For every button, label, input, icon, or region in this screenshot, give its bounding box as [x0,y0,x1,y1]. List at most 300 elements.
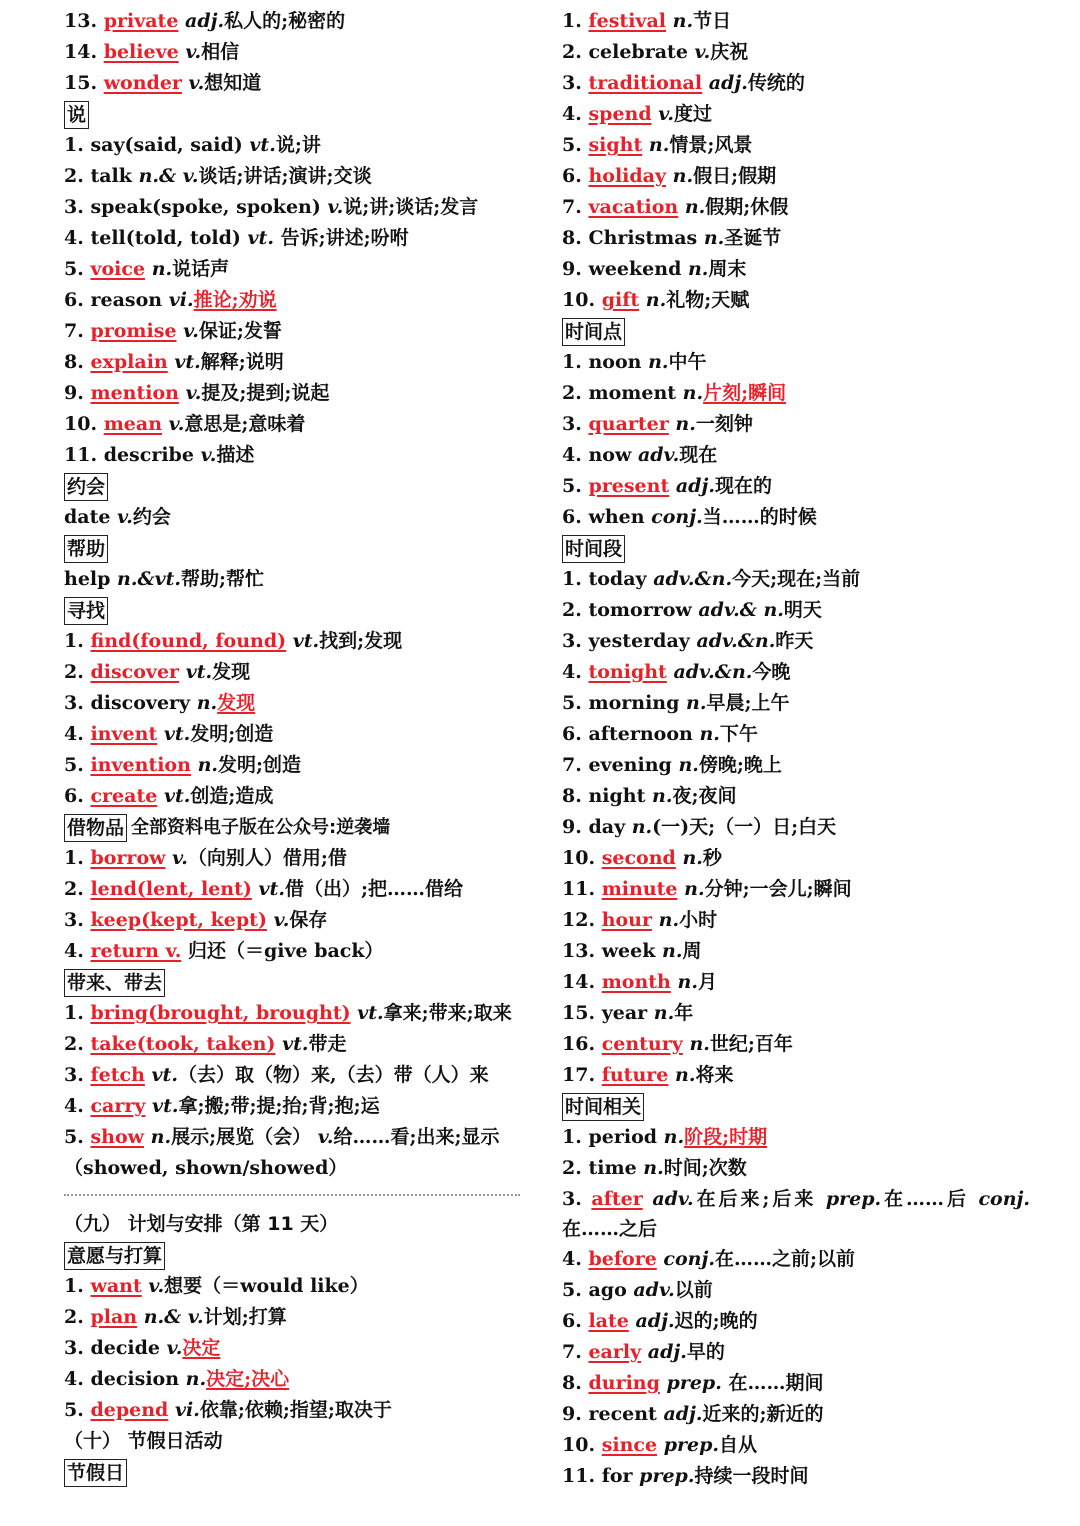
vocab-entry [64,161,524,192]
entry-number: 15. [562,1002,596,1024]
answer-definition: 发现 [217,692,256,714]
vocab-entry [562,161,1030,192]
keyword: second [601,847,676,869]
entry-number: 2. [64,878,84,900]
entry-number: 2. [64,1306,84,1328]
entry-number: 1. [64,630,84,652]
vocab-entry [64,874,524,905]
entry-number: 3. [64,909,84,931]
entry-number: 9. [64,382,84,404]
entry-number: 9. [562,1403,582,1425]
vocab-entry [562,1275,1030,1306]
definition: 意思是;意味着 [184,413,306,435]
part-of-speech: v. [273,909,290,931]
keyword: tonight [588,661,667,683]
entry-number: 7. [562,196,582,218]
part-of-speech: n. [197,754,218,776]
part-of-speech: vt. [357,1002,384,1024]
entry-number: 10. [562,289,596,311]
keyword: show [90,1126,145,1148]
vocab-entry [562,1029,1030,1060]
vocab-entry [64,688,524,719]
vocab-entry [562,750,1030,781]
category-header-label: 说 [64,101,89,129]
word: tomorrow [588,599,692,621]
definition: 度过 [674,103,713,125]
part-of-speech: n. [185,1368,207,1390]
category-header-label: 时间点 [562,318,625,346]
category-header [562,1091,1030,1122]
vocab-entry [64,626,524,657]
definition: 在……期间 [721,1372,824,1394]
entry-number: 1. [64,1275,84,1297]
entry-number: 11. [562,878,596,900]
part-of-speech: n. [658,909,680,931]
part-of-speech: n. [687,258,709,280]
part-of-speech: v. [183,320,199,342]
word: say(said, said) [90,134,243,156]
keyword: sight [588,134,643,156]
word: noon [588,351,642,373]
category-header-label: 时间段 [562,535,625,563]
part-of-speech: n. [682,847,703,869]
definition: 时间;次数 [663,1157,747,1179]
keyword: century [601,1033,683,1055]
word: moment [588,382,677,404]
keyword: create [90,785,158,807]
entry-number: 14. [64,41,98,63]
vocab-entry [64,223,524,254]
vocab-entry [64,905,524,936]
category-header [562,533,1030,564]
entry-number: 4. [562,661,582,683]
definition: 相信 [201,41,240,63]
keyword: month [601,971,671,993]
keyword: bring(brought, brought) [90,1002,351,1024]
entry-number: 1. [562,351,582,373]
part-of-speech: v. [172,847,188,869]
entry-number: 6. [562,1310,582,1332]
definition: 想要（＝would like） [164,1275,369,1297]
word: evening [588,754,672,776]
category-header-label: 帮助 [64,535,108,563]
vocab-entry [562,967,1030,998]
part-of-speech: vt. [292,630,320,652]
definition: 昨天 [775,630,814,652]
vocab-entry [562,440,1030,471]
keyword: invent [90,723,158,745]
entry-number: 3. [562,1188,582,1210]
section-title [64,1209,524,1240]
word: period [588,1126,658,1148]
category-header [64,812,524,843]
part-of-speech: adv.&n. [653,568,733,590]
keyword: lend(lent, lent) [90,878,252,900]
entry-number: 2. [562,1157,582,1179]
vocab-entry [64,347,524,378]
word: week [601,940,656,962]
vocab-entry [64,1271,524,1302]
part-of-speech: v. [148,1275,165,1297]
definition: 自从 [719,1434,758,1456]
keyword: early [588,1341,642,1363]
word: now [588,444,632,466]
vocab-entry [562,68,1030,99]
part-of-speech: vt. [258,878,285,900]
definition: 说话声 [172,258,230,280]
vocab-entry [562,1122,1030,1153]
entry-number: 6. [562,165,582,187]
part-of-speech: adj. [708,72,748,94]
definition: 傍晚;晚上 [698,754,782,776]
definition: 节日 [693,10,732,32]
category-header-label: 带来、带去 [64,969,165,997]
keyword: find(found, found) [90,630,287,652]
word: day [588,816,626,838]
entry-number: 8. [562,227,582,249]
keyword: vacation [588,196,679,218]
entry-number: 8. [562,1372,582,1394]
vocab-entry [64,130,524,161]
definition: 私人的;秘密的 [224,10,346,32]
part-of-speech: n. [196,692,218,714]
part-of-speech: vt. [247,227,274,249]
answer-definition: 推论;劝说 [193,289,277,311]
definition: 年 [674,1002,694,1024]
part-of-speech: prep. [666,1372,722,1394]
definition: 带走 [308,1033,347,1055]
left-column [64,6,524,1488]
vocab-entry [562,874,1030,905]
entry-number: 6. [64,785,84,807]
definition: 计划;打算 [203,1306,287,1328]
word: year [601,1002,648,1024]
entry-number: 2. [562,41,582,63]
definition: 展示;展览（会） [171,1126,312,1148]
part-of-speech: adv. [652,1188,694,1210]
part-of-speech: vi. [168,289,194,311]
vocab-entry [562,254,1030,285]
vocab-entry [562,99,1030,130]
keyword: depend [90,1399,169,1421]
category-header-label: 借物品 [64,814,127,842]
definition: 世纪;百年 [709,1033,793,1055]
entry-number: 8. [562,785,582,807]
entry-number: 2. [64,165,84,187]
part-of-speech: vt. [282,1033,309,1055]
word: tell(told, told) [90,227,241,249]
vocab-entry [64,502,524,533]
section-title [64,1426,524,1457]
vocab-entry [64,1364,524,1395]
vocab-entry [562,1337,1030,1368]
definition: 传统的 [747,72,805,94]
entry-number: 14. [562,971,596,993]
definition: 告诉;讲述;吩咐 [273,227,409,249]
vocab-entry [64,285,524,316]
definition: 在……之前;以前 [714,1248,855,1270]
entry-number: 12. [562,909,596,931]
entry-number: 3. [562,72,582,94]
entry-number: 6. [562,723,582,745]
vocab-entry [562,285,1030,316]
part-of-speech: n. [675,1064,696,1086]
definition: 拿;搬;带;提;抬;背;抱;运 [178,1095,380,1117]
word: decide [90,1337,161,1359]
word: reason [90,289,163,311]
word: Christmas [588,227,698,249]
definition: 分钟;一会儿;瞬间 [704,878,852,900]
category-header-label: 意愿与打算 [64,1242,165,1270]
definition: （去）取（物）来,（去）带（人）来 [177,1064,489,1086]
part-of-speech: v. [185,382,202,404]
right-column [562,6,1030,1492]
definition: 在……之后 [562,1218,658,1240]
definition: 情景;风景 [669,134,753,156]
category-header-label: 时间相关 [562,1093,644,1121]
word: talk [90,165,132,187]
vocab-entry [562,6,1030,37]
definition: 小时 [679,909,718,931]
entry-number: 5. [562,1279,582,1301]
part-of-speech: adv.& n. [698,599,784,621]
word: recent [588,1403,657,1425]
definition: 约会 [132,506,171,528]
part-of-speech: n. [648,351,669,373]
word: help [64,568,111,590]
vocab-entry [562,688,1030,719]
definition: 假日;假期 [693,165,777,187]
part-of-speech: prep. [663,1434,719,1456]
definition: 描述 [216,444,255,466]
definition: 发明;创造 [218,754,302,776]
vocab-entry [562,564,1030,595]
part-of-speech: v. [188,72,205,94]
part-of-speech: n. [684,878,705,900]
entry-number: 11. [64,444,98,466]
vocab-entry [562,502,1030,533]
vocab-entry [562,1153,1030,1184]
vocab-entry [562,812,1030,843]
vocab-entry [562,595,1030,626]
keyword: hour [601,909,652,931]
word: morning [588,692,680,714]
part-of-speech: n. [631,816,653,838]
part-of-speech: vt. [151,1064,178,1086]
vocab-entry [64,781,524,812]
definition: 拿来;带来;取来 [383,1002,512,1024]
keyword: holiday [588,165,667,187]
part-of-speech: v. [200,444,217,466]
definition: 给……看;出来;显示 [333,1126,500,1148]
keyword: since [601,1434,658,1456]
part-of-speech: n. [684,196,706,218]
plain-text: （showed, shown/showed） [64,1157,348,1179]
word: speak(spoke, spoken) [90,196,321,218]
entry-number: 3. [64,1064,84,1086]
category-header [64,99,524,130]
answer-definition: 阶段;时期 [684,1126,768,1148]
vocab-entry [64,316,524,347]
keyword: minute [601,878,678,900]
entry-number: 4. [64,940,84,962]
definition: 谈话;讲话;演讲;交谈 [198,165,372,187]
part-of-speech: n.& v. [138,165,199,187]
entry-number: 3. [64,196,84,218]
part-of-speech: n. [151,258,173,280]
keyword: borrow [90,847,166,869]
vocab-entry [562,1060,1030,1091]
entry-number: 1. [64,134,84,156]
keyword: believe [103,41,179,63]
entry-number: 13. [64,10,98,32]
keyword: after [591,1188,643,1210]
keyword: fetch [90,1064,145,1086]
section-title-text: （十） 节假日活动 [64,1430,223,1452]
vocab-entry [562,843,1030,874]
keyword: wonder [103,72,182,94]
part-of-speech: v. [327,196,344,218]
definition: 在后来;后来 [693,1188,817,1210]
entry-number: 4. [64,1368,84,1390]
vocab-entry [562,37,1030,68]
word: for [601,1465,633,1487]
entry-number: 7. [562,754,582,776]
definition: 保存 [289,909,328,931]
entry-number: 7. [64,320,84,342]
definition: 以前 [674,1279,713,1301]
definition: 创造;造成 [190,785,274,807]
part-of-speech: n. [652,785,673,807]
entry-number: 3. [64,1337,84,1359]
definition: 秒 [702,847,722,869]
keyword: quarter [588,413,669,435]
vocab-continuation [64,1153,524,1184]
vocab-entry [64,254,524,285]
category-header [64,471,524,502]
vocab-entry [64,564,524,595]
part-of-speech: vt. [163,723,191,745]
keyword: future [601,1064,669,1086]
part-of-speech: adv.&n. [696,630,776,652]
definition: 明天 [783,599,822,621]
vocab-entry [64,719,524,750]
word: date [64,506,111,528]
definition: 今天;现在;当前 [732,568,861,590]
keyword: traditional [588,72,703,94]
keyword: mean [103,413,163,435]
entry-number: 17. [562,1064,596,1086]
part-of-speech: v. [658,103,675,125]
vocab-entry [64,843,524,874]
part-of-speech: n. [662,940,683,962]
category-header-label: 寻找 [64,597,108,625]
definition: (一)天;（一）日;白天 [652,816,837,838]
entry-number: 3. [562,630,582,652]
keyword: private [103,10,179,32]
category-header [64,595,524,626]
definition: 迟的;晚的 [674,1310,758,1332]
part-of-speech: n. [653,1002,675,1024]
definition: 发现 [212,661,251,683]
definition: 一刻钟 [695,413,753,435]
entry-number: 4. [562,444,582,466]
vocab-entry [64,657,524,688]
entry-number: 4. [64,227,84,249]
entry-number: 4. [562,1248,582,1270]
entry-number: 9. [562,258,582,280]
entry-number: 1. [562,1126,582,1148]
definition: 当……的时候 [702,506,817,528]
definition: 周 [682,940,702,962]
part-of-speech: n. [150,1126,172,1148]
category-header-label: 约会 [64,473,108,501]
definition: 今晚 [752,661,791,683]
keyword: spend [588,103,652,125]
part-of-speech: n. [645,289,667,311]
entry-number: 7. [562,1341,582,1363]
word: ago [588,1279,627,1301]
part-of-speech: n. [699,723,720,745]
part-of-speech: adj. [647,1341,687,1363]
part-of-speech: n.& v. [143,1306,204,1328]
keyword: invention [90,754,191,776]
definition: 夜;夜间 [672,785,737,807]
keyword: want [90,1275,142,1297]
entry-number: 5. [64,258,84,280]
definition: 早的 [686,1341,725,1363]
definition: 找到;发现 [319,630,403,652]
entry-number: 3. [64,692,84,714]
entry-number: 5. [562,475,582,497]
definition: 提及;提到;说起 [201,382,330,404]
entry-number: 2. [562,382,582,404]
entry-number: 5. [64,754,84,776]
answer-definition: 片刻;瞬间 [703,382,787,404]
word: today [588,568,647,590]
vocab-entry [562,1430,1030,1461]
entry-number: 4. [64,1095,84,1117]
keyword: explain [90,351,168,373]
category-header-label: 节假日 [64,1459,127,1487]
definition: 月 [697,971,717,993]
part-of-speech: v. [694,41,711,63]
keyword: gift [601,289,640,311]
keyword: during [588,1372,660,1394]
entry-number: 9. [562,816,582,838]
promo-note: 全部资料电子版在公众号:逆袭墙 [131,817,391,838]
vocab-entry [562,223,1030,254]
vocab-entry [562,409,1030,440]
word: weekend [588,258,682,280]
vocab-entry [64,192,524,223]
vocab-entry [64,750,524,781]
word: time [588,1157,637,1179]
vocab-entry [64,998,524,1029]
vocab-entry [562,1306,1030,1337]
part-of-speech: vt. [249,134,276,156]
vocab-entry [64,409,524,440]
definition: 中午 [668,351,707,373]
entry-number: 2. [562,599,582,621]
entry-number: 1. [562,10,582,32]
part-of-speech: adj. [675,475,715,497]
vocab-entry [64,6,524,37]
vocab-entry [562,1184,1030,1244]
vocab-entry [64,1302,524,1333]
vocab-entry [562,719,1030,750]
part-of-speech: v. [117,506,133,528]
